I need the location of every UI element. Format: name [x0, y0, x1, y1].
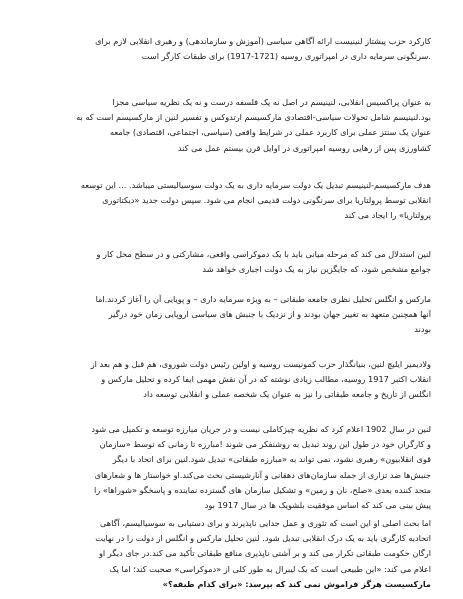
text-line: انقلابی توسط پرولتاریا برای سرنگونی دولت قدیمی انجام می شود. سپس دولت جدید «دیکتاتوری: [102, 195, 431, 206]
text-line: لنین در سال 1902 اعلام کرد که نظریه چیزکاملی نیست و در جریان مبارزه توسعه و تکمیل می شود: [91, 424, 431, 434]
paragraph-vanguard-party: [36, 34, 431, 64]
text-line: ارگان حکومت طبقاتی تکرار می کند و بر آشتی ناپذیری منافع طبقاتی تأکید می کند.در جای دیگر او: [98, 548, 431, 559]
paragraph-intermediate-stage: [36, 247, 431, 277]
text-line: کارکرد حزب پیشتاز لنینیست ارائه آگاهی سیاسی (آموزش و سازماندهی) و رهبری انقلابی لازم برای: [95, 36, 431, 46]
paragraph-revolutionary-praxis: [36, 95, 431, 156]
text-line: متحد کننده بعدی «صلح، نان و زمین» و تشکیل سازمان های گسترده نماینده و پاسخگو «شوراها» را: [94, 484, 431, 495]
text-line: بودند: [414, 324, 431, 335]
text-line: پرولتاریا» را ایجاد می کند: [344, 210, 431, 221]
text-line: انگلس از تاریخ و جامعه طبقاتی را نیز به عنوان یک شخصه عملی و انقلابی توسعه داد: [143, 389, 431, 400]
text-line: اتحادیه کارگری باید به یک درک انقلابی تبدیل شود. لنین تحلیل مارکس و انگلس از دولت را در نهایت: [95, 533, 431, 544]
text-line: پیش بینی می کند که اساس موفقیت بلشویک ها در سال 1917 بود: [204, 500, 431, 511]
paragraph-lenin-1902: [36, 422, 431, 513]
text-line: هدف مارکسیسم-لنینیسم تبدیل یک دولت سرمایه داری به یک دولت سوسیالیستی میباشد. ... این توسعه: [80, 180, 431, 190]
paragraph-marx-engels: [36, 292, 431, 338]
text-line: قوی انقلابیون» رهبری نشود، نمی تواند به «مبارزه طبقاتی» تبدیل شود.لنین برای اتحاد با دیگر: [112, 454, 431, 465]
text-line: عنوان یک سنتز عملی برای کاربرد عملی در شرایط واقعی (سیاسی، اجتماعی، اقتصادی) جامعه: [110, 127, 431, 138]
paragraph-goal-of-marxism-leninism: [36, 178, 431, 224]
text-line: انقلاب اکتبر 1917 روسیه، مطالب زیادی نوشته که در آن نقش مهمی ایفا کرده و تحلیل مارکس و: [101, 374, 431, 385]
paragraph-lenin-founder: [36, 357, 431, 403]
text-line: جوامع مشخص شود، که جایگزین نیاز به یک دولت اجباری خواهد شد: [202, 264, 431, 275]
paragraph-theory-and-practice: [36, 516, 431, 592]
text-line: به عنوان پراکسیس انقلابی، لنینیسم در اصل نه یک فلسفه درست و نه یک نظریه سیاسی مجزا: [112, 97, 431, 107]
text-line: کشاورزی پس از رهایی روسیه امپراتوری در اوایل قرن بیستم عمل می کند: [177, 142, 431, 153]
text-line: بود.لنینیسم شامل تحولات سیاسی-اقتصادی مارکسیسم ارتدوکس و تفسیر لنین از مارکسیسم است که به: [76, 112, 431, 123]
text-line: و کارگران خود در طول این روند تبدیل به روشنفکر می شوند !مبارزه تا زمانی که توسط «سازمان: [99, 439, 431, 450]
text-line: ولادیمیر ایلیچ لنین، بنیانگذار حزب کمونیست روسیه و اولین رئیس دولت شوروی، هم قبل و هم بعد از: [90, 359, 431, 369]
text-line: اعلام می کند: «این طبیعی است که یک لیبرال به طور کلی از «دموکراسی» صحبت کند؛ اما یک: [109, 563, 431, 574]
text-line: لنین استدلال می کند که مرحله میانی باید با یک دموکراسی واقعی، مشارکتی و در سطح محل کار و: [96, 249, 431, 259]
text-line: آنها همچنین متعهد به تغییر جهان بودند و از نزدیک با جنبش های سیاسی اروپایی زمان خود درگیر: [108, 309, 431, 320]
text-line: مارکسیست هرگز فراموش نمی کند که بپرسد: «برای کدام طبقه؟»: [162, 578, 431, 589]
text-line: .سرنگونی سرمایه داری در امپراتوری روسیه (1721-1917) برای طبقات کارگر است: [141, 51, 431, 62]
text-line: اما بحث اصلی او این است که تئوری و عمل جدایی ناپذیرند و برای دستیابی به سوسیالیسم، آگاهی: [99, 518, 431, 528]
text-line: مارکس و انگلس تحلیل نظری جامعه طبقاتی – به ویژه سرمایه داری – و پویایی آن را آغاز کردند.اما: [95, 294, 431, 304]
text-line: جنبش‌ها ضد تزاری از جمله سازمان‌های دهقانی و آنارشیستی بحث می‌کند.او خواستار ها و شعارهای: [94, 469, 431, 480]
